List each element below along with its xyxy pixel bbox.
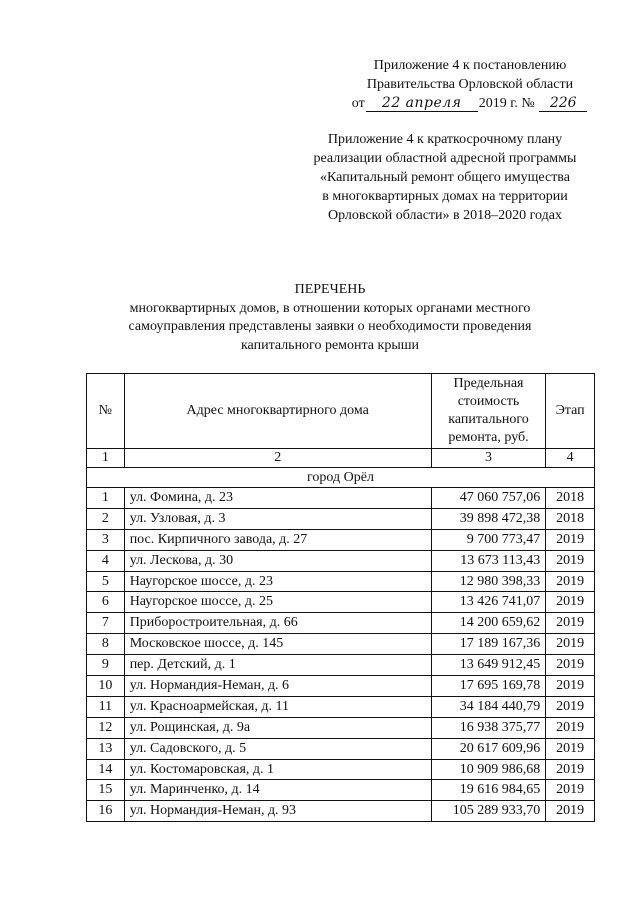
row-cost: 12 980 398,33 — [431, 571, 545, 592]
row-stage: 2019 — [546, 717, 595, 738]
row-stage: 2019 — [546, 801, 595, 822]
plan-annex-line: Орловской области» в 2018–2020 годах — [328, 208, 562, 223]
title-line: капитального ремонта крыши — [240, 337, 420, 353]
plan-annex-line: реализации областной адресной программы — [313, 151, 577, 166]
table-row — [87, 529, 595, 550]
plan-annex-line: «Капитальный ремонт общего имущества — [320, 170, 570, 185]
row-stage: 2019 — [546, 634, 595, 655]
year-suffix: 2019 г. № — [478, 96, 535, 111]
handwritten-date: 22 апреля — [366, 96, 478, 112]
row-cost: 19 616 984,65 — [431, 780, 545, 801]
row-stage: 2019 — [546, 738, 595, 759]
row-number: 4 — [87, 550, 125, 571]
header-address: Адрес многоквартирного дома — [124, 374, 431, 449]
col-number: 1 — [87, 449, 125, 468]
title-heading: ПЕРЕЧЕНЬ — [294, 282, 366, 297]
row-number: 5 — [87, 571, 125, 592]
row-number: 13 — [87, 738, 125, 759]
resolution-annex-line1: Приложение 4 к постановлению — [373, 58, 567, 73]
plan-annex-line: в многоквартирных домах на территории — [322, 189, 568, 204]
row-cost: 17 189 167,36 — [431, 634, 545, 655]
table-row — [87, 801, 595, 822]
row-stage: 2019 — [546, 529, 595, 550]
table-row — [87, 717, 595, 738]
row-address: ул. Нормандия-Неман, д. 93 — [124, 801, 431, 822]
row-number: 10 — [87, 676, 125, 697]
header-cost-line: стоимость — [457, 394, 520, 409]
row-cost: 47 060 757,06 — [431, 488, 545, 509]
title-line: самоуправления представлены заявки о необходимости проведения — [128, 319, 532, 334]
row-address: ул. Костомаровская, д. 1 — [124, 759, 431, 780]
row-address: пос. Кирпичного завода, д. 27 — [124, 529, 431, 550]
row-number: 2 — [87, 508, 125, 529]
row-address: Наугорское шоссе, д. 23 — [124, 571, 431, 592]
header-num: № — [87, 374, 125, 449]
city-row — [87, 468, 595, 488]
row-cost: 17 695 169,78 — [431, 676, 545, 697]
row-address: ул. Фомина, д. 23 — [124, 488, 431, 509]
col-number: 4 — [546, 449, 595, 468]
column-number-row — [87, 449, 595, 468]
from-prefix: от — [351, 96, 365, 111]
row-number: 16 — [87, 801, 125, 822]
table-row — [87, 655, 595, 676]
row-cost: 16 938 375,77 — [431, 717, 545, 738]
row-address: пер. Детский, д. 1 — [124, 655, 431, 676]
resolution-annex-block — [340, 56, 600, 113]
row-address: ул. Садовского, д. 5 — [124, 738, 431, 759]
row-stage: 2018 — [546, 508, 595, 529]
col-number: 3 — [431, 449, 545, 468]
table-row — [87, 738, 595, 759]
city-name: город Орёл — [87, 468, 595, 488]
handwritten-number: 226 — [539, 96, 587, 112]
row-cost: 13 649 912,45 — [431, 655, 545, 676]
row-number: 6 — [87, 592, 125, 613]
plan-annex-block — [290, 130, 600, 225]
row-address: ул. Лескова, д. 30 — [124, 550, 431, 571]
table-row — [87, 571, 595, 592]
table-row — [87, 592, 595, 613]
row-address: ул. Маринченко, д. 14 — [124, 780, 431, 801]
row-number: 12 — [87, 717, 125, 738]
row-number: 3 — [87, 529, 125, 550]
row-cost: 9 700 773,47 — [431, 529, 545, 550]
row-address: ул. Нормандия-Неман, д. 6 — [124, 676, 431, 697]
row-cost: 105 289 933,70 — [431, 801, 545, 822]
plan-annex-line: Приложение 4 к краткосрочному плану — [327, 132, 563, 147]
row-number: 14 — [87, 759, 125, 780]
row-cost: 20 617 609,96 — [431, 738, 545, 759]
row-stage: 2019 — [546, 676, 595, 697]
row-cost: 13 426 741,07 — [431, 592, 545, 613]
row-stage: 2019 — [546, 655, 595, 676]
row-number: 7 — [87, 613, 125, 634]
header-stage: Этап — [546, 374, 595, 449]
table-row — [87, 634, 595, 655]
row-address: Наугорское шоссе, д. 25 — [124, 592, 431, 613]
row-cost: 10 909 986,68 — [431, 759, 545, 780]
header-cost-line: капитального — [448, 412, 529, 427]
resolution-date-line — [340, 94, 600, 113]
row-number: 15 — [87, 780, 125, 801]
table-row — [87, 696, 595, 717]
resolution-annex-line2: Правительства Орловской области — [366, 77, 574, 92]
table-row — [87, 613, 595, 634]
row-number: 9 — [87, 655, 125, 676]
row-stage: 2018 — [546, 488, 595, 509]
row-number: 1 — [87, 488, 125, 509]
header-cost-line: Предельная — [453, 376, 524, 391]
col-number: 2 — [124, 449, 431, 468]
row-address: ул. Узловая, д. 3 — [124, 508, 431, 529]
row-cost: 39 898 472,38 — [431, 508, 545, 529]
header-cost-line: ремонта, руб. — [448, 430, 529, 445]
row-address: Московское шоссе, д. 145 — [124, 634, 431, 655]
row-stage: 2019 — [546, 696, 595, 717]
table-row — [87, 508, 595, 529]
row-stage: 2019 — [546, 613, 595, 634]
row-stage: 2019 — [546, 780, 595, 801]
row-cost: 13 673 113,43 — [431, 550, 545, 571]
row-address: ул. Рощинская, д. 9а — [124, 717, 431, 738]
table-row — [87, 780, 595, 801]
row-stage: 2019 — [546, 759, 595, 780]
row-cost: 14 200 659,62 — [431, 613, 545, 634]
table-row — [87, 550, 595, 571]
table-body — [87, 449, 595, 822]
row-cost: 34 184 440,79 — [431, 696, 545, 717]
row-address: ул. Красноармейская, д. 11 — [124, 696, 431, 717]
table-row — [87, 676, 595, 697]
buildings-table — [86, 373, 595, 822]
table-row — [87, 759, 595, 780]
row-stage: 2019 — [546, 550, 595, 571]
row-number: 8 — [87, 634, 125, 655]
row-stage: 2019 — [546, 571, 595, 592]
document-title — [60, 281, 600, 355]
title-line: многоквартирных домов, в отношении которых органами местного — [129, 300, 531, 316]
row-stage: 2019 — [546, 592, 595, 613]
table-header-row — [87, 374, 595, 449]
table-row — [87, 488, 595, 509]
header-cost — [431, 374, 545, 449]
row-number: 11 — [87, 696, 125, 717]
row-address: Приборостроительная, д. 66 — [124, 613, 431, 634]
